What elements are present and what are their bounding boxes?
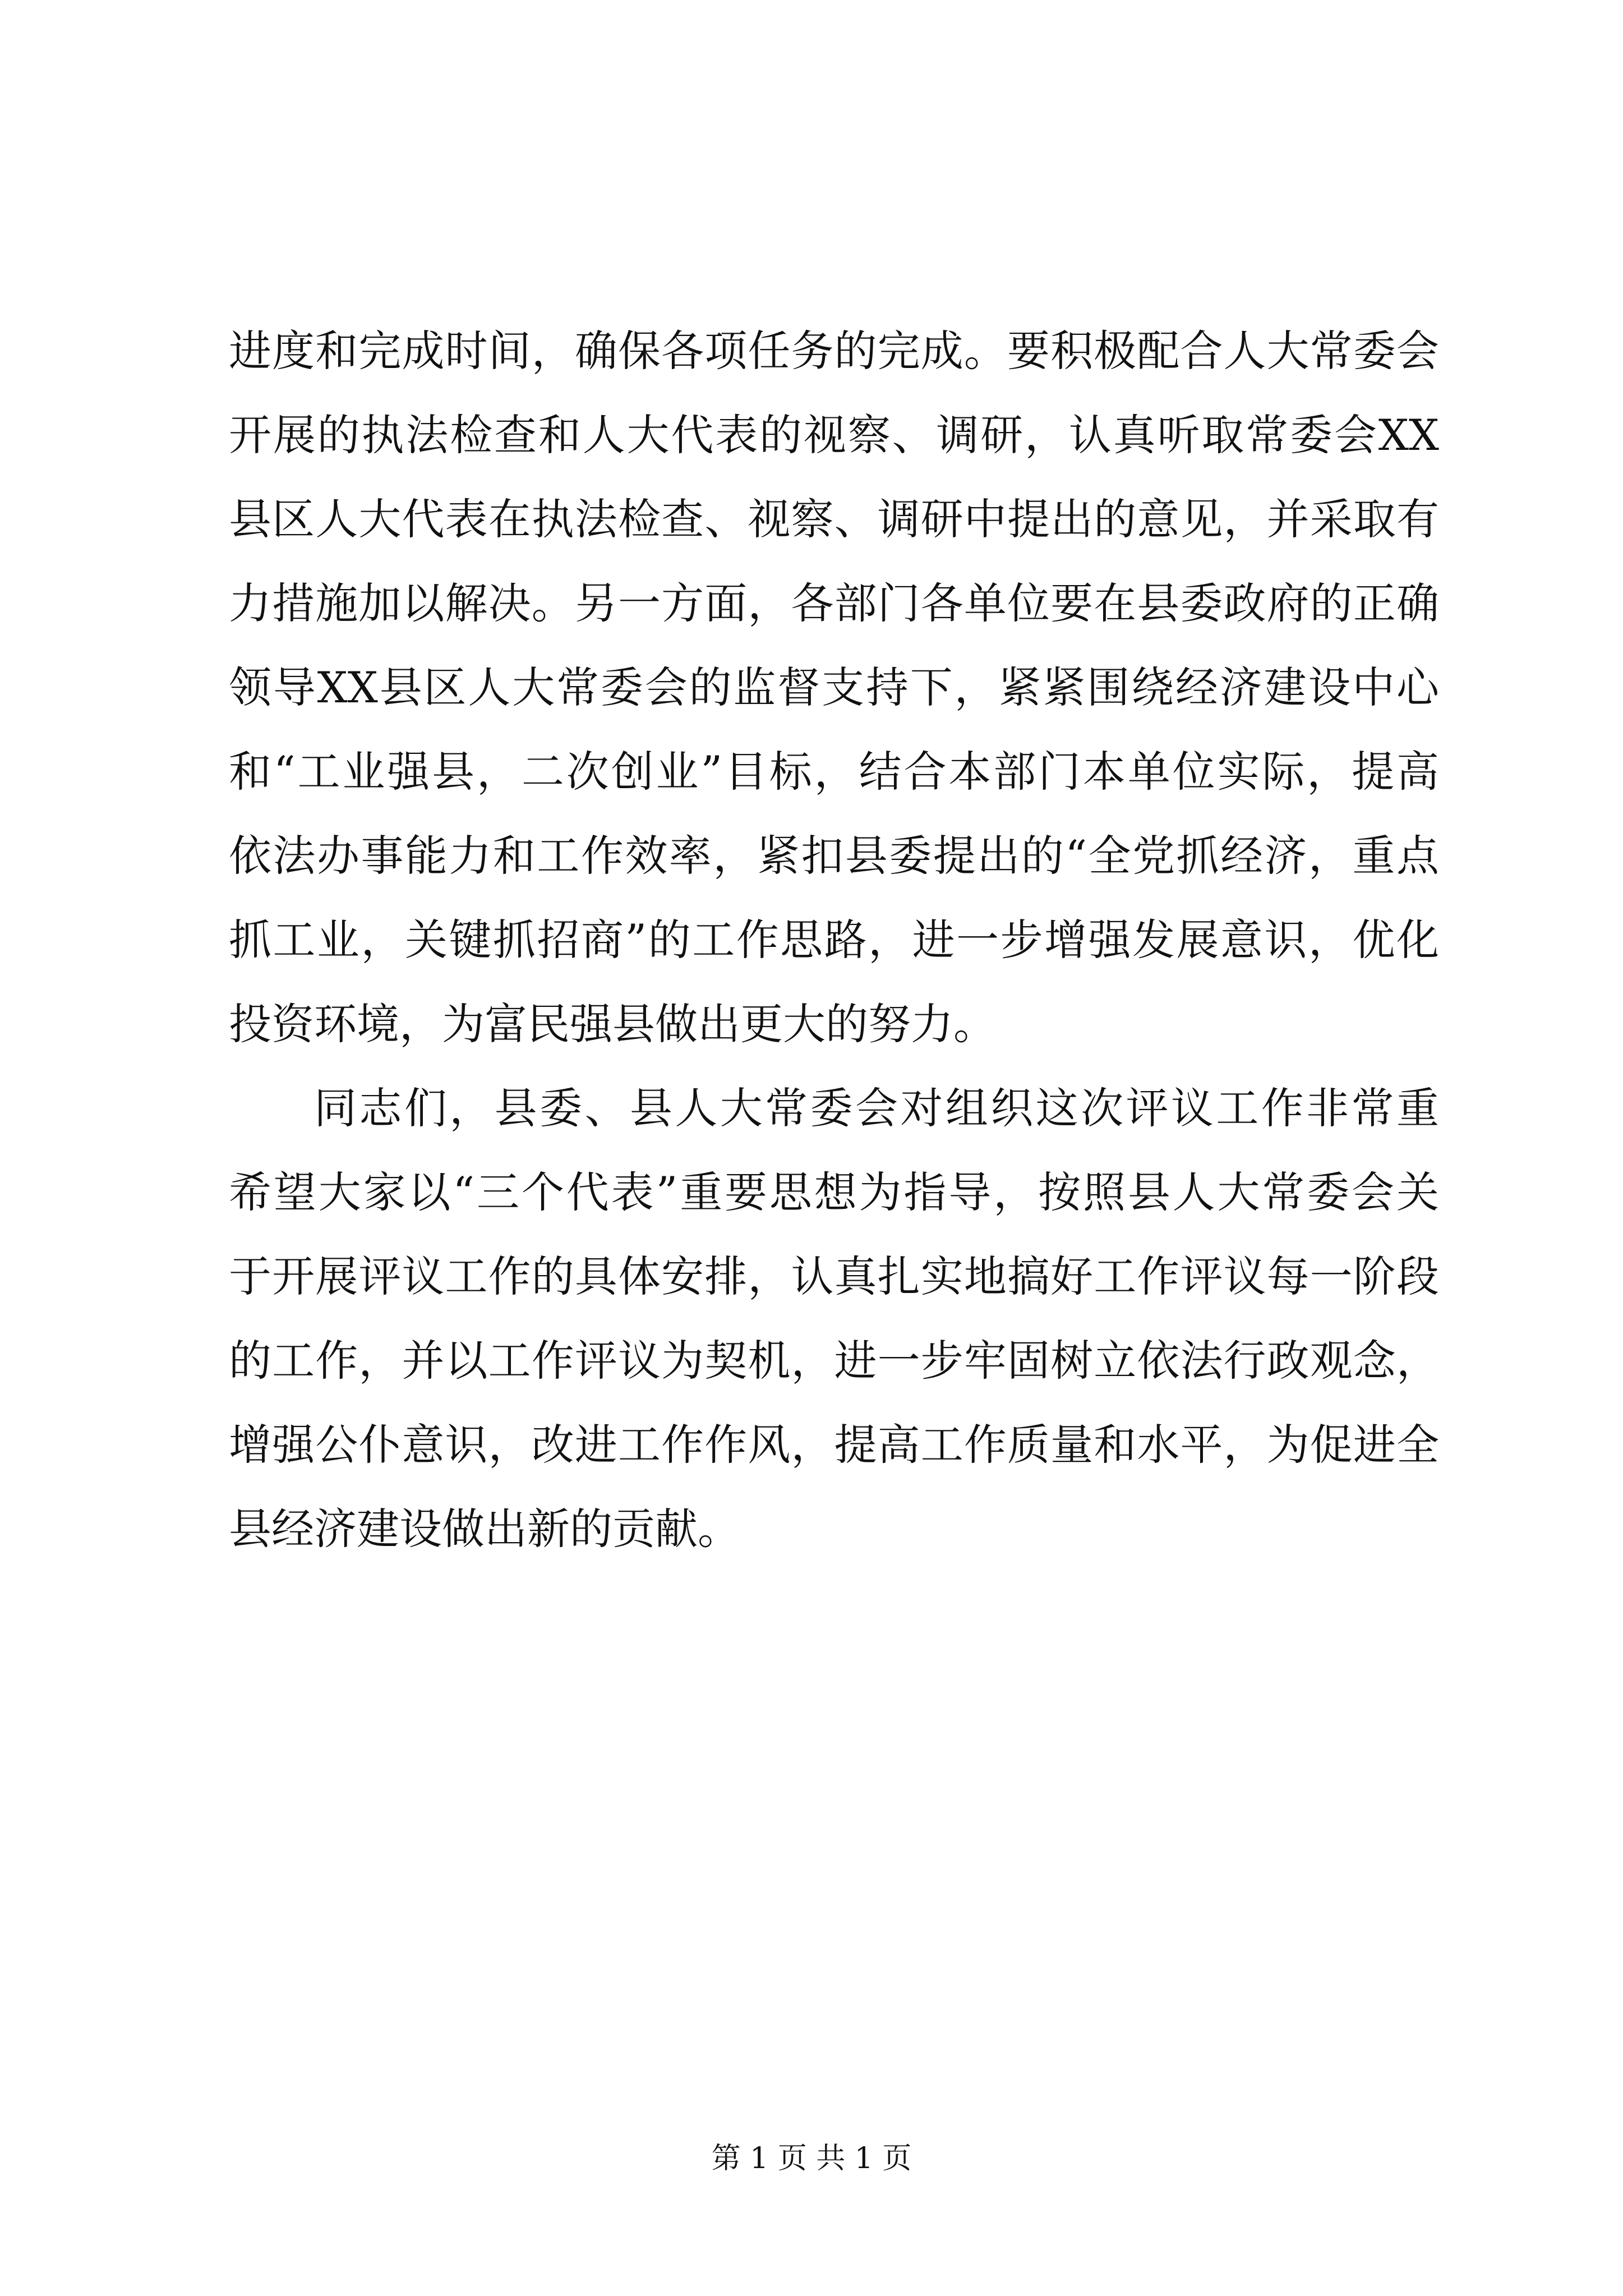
text-line: 同志们，县委、县人大常委会对组织这次评议工作非常重 (314, 1083, 1439, 1133)
text-line: 希望大家以“三个代表”重要思想为指导，按照县人大常委会关 (229, 1167, 1439, 1217)
text-line: 县经济建设做出新的贡献。 (229, 1504, 740, 1554)
paragraph-1 (229, 309, 1439, 1066)
text-line: 的工作，并以工作评议为契机，进一步牢固树立依法行政观念， (229, 1336, 1439, 1386)
text-line: 投资环境，为富民强县做出更大的努力。 (229, 999, 996, 1049)
text-line: 增强公仆意识，改进工作作风，提高工作质量和水平，为促进全 (229, 1420, 1439, 1470)
text-line: 和“工业强县，二次创业”目标，结合本部门本单位实际，提高 (229, 747, 1439, 797)
text-line: 依法办事能力和工作效率，紧扣县委提出的“全党抓经济，重点 (229, 831, 1439, 881)
paragraph-2 (229, 1066, 1439, 1571)
text-line: 于开展评议工作的具体安排，认真扎实地搞好工作评议每一阶段 (229, 1251, 1439, 1301)
document-body (229, 309, 1439, 1571)
text-line: 领导XX县区人大常委会的监督支持下，紧紧围绕经济建设中心 (229, 662, 1439, 712)
text-line: 进度和完成时间，确保各项任务的完成。要积极配合人大常委会 (229, 326, 1439, 376)
text-line: 力措施加以解决。另一方面，各部门各单位要在县委政府的正确 (229, 578, 1439, 628)
text-line: 开展的执法检查和人大代表的视察、调研，认真听取常委会XX (229, 410, 1439, 460)
page-footer: 第 1 页 共 1 页 (711, 2142, 912, 2175)
text-line: 抓工业，关键抓招商”的工作思路，进一步增强发展意识，优化 (229, 915, 1439, 965)
text-line: 县区人大代表在执法检查、视察、调研中提出的意见，并采取有 (229, 494, 1439, 544)
